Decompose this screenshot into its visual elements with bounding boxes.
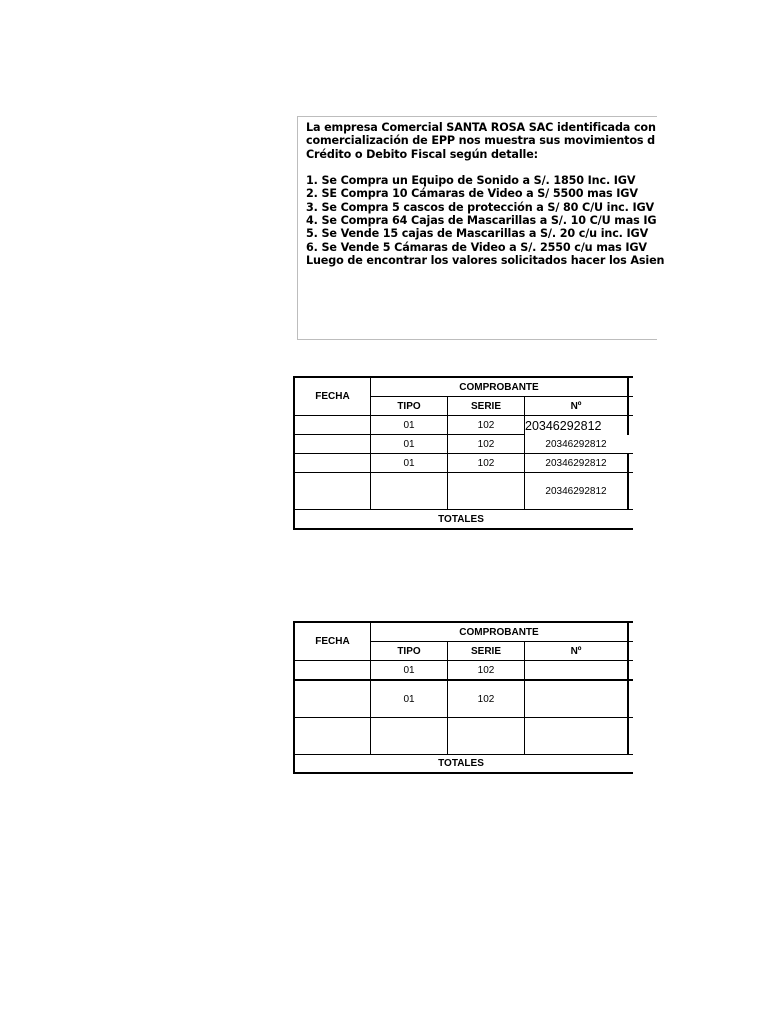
totales-label: TOTALES [438, 758, 484, 769]
fecha-header: FECHA [315, 636, 350, 647]
numero-cell[interactable]: 20346292812 [525, 419, 602, 433]
numero-cell[interactable]: 20346292812 [545, 457, 607, 469]
statement-line: Crédito o Debito Fiscal según detalle: [306, 147, 538, 161]
serie-cell[interactable] [448, 718, 524, 754]
numero-cell[interactable] [525, 681, 627, 717]
tipo-cell[interactable]: 01 [403, 419, 415, 431]
statement-line: La empresa Comercial SANTA ROSA SAC identificada con [306, 121, 656, 134]
numero-cell[interactable]: 20346292812 [545, 438, 607, 450]
serie-cell[interactable]: 102 [477, 457, 495, 469]
statement-line: 6. Se Vende 5 Cámaras de Video a S/. 2550 c/u mas IGV [306, 240, 647, 254]
tipo-header: TIPO [397, 400, 421, 412]
problem-statement-box [297, 116, 665, 340]
problem-statement-text [306, 121, 664, 267]
serie-cell[interactable] [448, 473, 524, 509]
tipo-cell[interactable]: 01 [403, 664, 415, 676]
statement-line: 3. Se Compra 5 cascos de protección a S/ 80 C/U inc. IGV [306, 200, 655, 214]
serie-cell[interactable]: 102 [477, 419, 495, 431]
statement-line: Luego de encontrar los valores solicitados hacer los Asien [306, 253, 665, 267]
statement-line [306, 161, 664, 174]
tipo-cell[interactable] [371, 718, 447, 754]
numero-header: Nº [570, 645, 582, 657]
numero-cell[interactable] [525, 718, 627, 754]
numero-header: Nº [570, 400, 582, 412]
fecha-header: FECHA [315, 391, 350, 402]
serie-cell[interactable]: 102 [477, 693, 495, 705]
numero-cell[interactable] [525, 661, 627, 679]
tipo-cell[interactable] [371, 473, 447, 509]
totales-label: TOTALES [438, 513, 484, 525]
comprobante-header: COMPROBANTE [459, 626, 539, 638]
comprobante-header: COMPROBANTE [459, 381, 539, 393]
tipo-cell[interactable]: 01 [403, 693, 415, 705]
tipo-cell[interactable]: 01 [403, 438, 415, 450]
statement-line: 4. Se Compra 64 Cajas de Mascarillas a S/. 10 C/U mas IG [306, 214, 657, 228]
tipo-header: TIPO [397, 645, 421, 657]
statement-line: 2. SE Compra 10 Cámaras de Video a S/ 5500 mas IGV [306, 187, 638, 201]
numero-cell[interactable]: 20346292812 [545, 485, 607, 497]
serie-header: SERIE [470, 400, 501, 412]
statement-line: comercialización de EPP nos muestra sus movimientos d [306, 134, 655, 148]
statement-line: 5. Se Vende 15 cajas de Mascarillas a S/. 20 c/u inc. IGV [306, 227, 649, 241]
serie-header: SERIE [470, 645, 501, 657]
statement-line: 1. Se Compra un Equipo de Sonido a S/. 1850 Inc. IGV [306, 174, 636, 188]
serie-cell[interactable]: 102 [477, 664, 495, 676]
tipo-cell[interactable]: 01 [403, 457, 415, 469]
serie-cell[interactable]: 102 [477, 438, 495, 450]
